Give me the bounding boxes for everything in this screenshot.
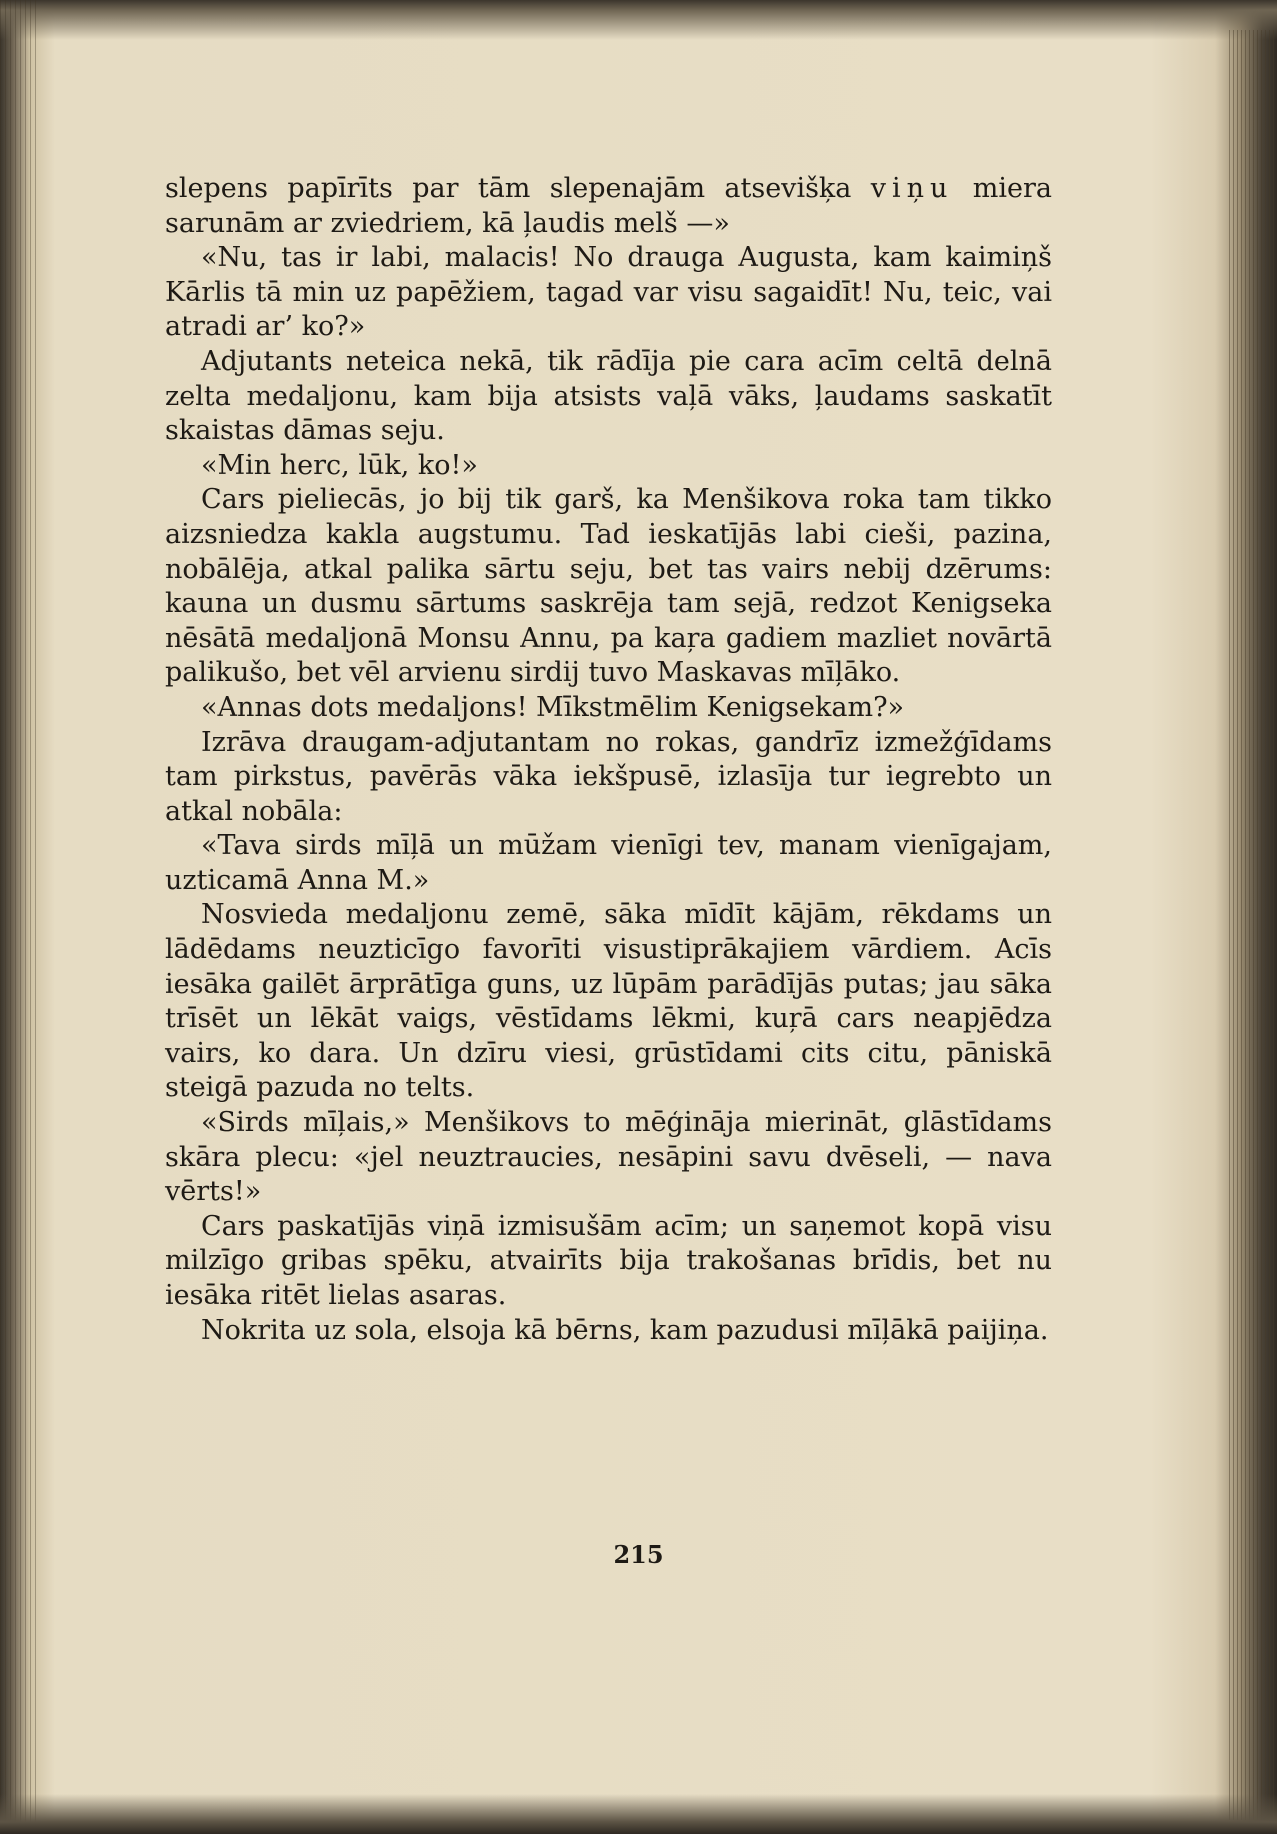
paragraph-9: Nosvieda medaljonu zemē, sāka mīdīt kājām, rēkdams un lādēdams neuzticīgo favorīti visustiprākajiem vārdiem. Acīs iesāka gailēt ārprātīga guns, uz lūpām parādījās putas; jau sāka trīsēt un lēkāt vaigs, vēstīdams lēkmi, kuŗā cars neapjēdza vairs, ko dara. Un dzīru viesi, grūstīdami cits citu, pāniskā steigā pazuda no telts. <box>165 899 1052 1104</box>
paragraph-1-end: miera sarunām ar zviedriem, kā ļaudis melš —» <box>165 173 1052 239</box>
paragraph-4: «Min herc, lūk, ko!» <box>201 449 478 481</box>
paragraph-1-start: slepens papīrīts par tām slepenajām atsevišķa <box>165 173 871 204</box>
paragraph-8: «Tava sirds mīļā un mūžam vienīgi tev, manam vienīgajam, uzticamā Anna M.» <box>165 830 1052 896</box>
paragraph-12: Nokrita uz sola, elsoja kā bērns, kam pazudusi mīļākā paijiņa. <box>201 1314 1049 1346</box>
paragraph-1-spaced-word: viņu <box>870 173 954 204</box>
page-number: 215 <box>613 1540 664 1569</box>
top-edge-shadow <box>0 0 1277 40</box>
paragraph-3: Adjutants neteica nekā, tik rādīja pie cara acīm celtā delnā zelta medaljonu, kam bija atsists vaļā vāks, ļaudams saskatīt skaistas dāmas seju. <box>165 345 1052 447</box>
paragraph-5: Cars pieliecās, jo bij tik garš, ka Menšikova roka tam tikko aizsniedza kakla augstumu. Tad ieskatījās labi cieši, pazina, nobālēja, atkal palika sārtu seju, bet tas vairs nebij dzērums: kauna un dusmu sārtums saskrēja tam sejā, redzot Kenigseka nēsātā medaljonā Monsu Annu, pa kaŗa gadiem mazliet novārtā palikušo, bet vēl arvienu sirdij tuvo Maskavas mīļāko. <box>165 484 1052 689</box>
paragraph-1 <box>165 172 1052 241</box>
paragraph-7: Izrāva draugam-adjutantam no rokas, gandrīz izmežģīdams tam pirkstus, pavērās vāka iekšpusē, izlasīja tur iegrebto un atkal nobāla: <box>165 726 1052 827</box>
paragraph-10: «Sirds mīļais,» Menšikovs to mēģināja mierināt, glāstīdams skāra plecu: «jel neuztraucies, nesāpini savu dvēseli, — nava vērts!» <box>165 1107 1052 1208</box>
paragraph-6: «Annas dots medaljons! Mīkstmēlim Kenigsekam?» <box>201 691 905 723</box>
paragraph-11: Cars paskatījās viņā izmisušām acīm; un saņemot kopā visu milzīgo gribas spēku, atvairīts bija trakošanas brīdis, bet nu iesāka ritēt lielas asaras. <box>165 1210 1052 1311</box>
bottom-edge-shadow <box>0 1794 1277 1834</box>
body-text <box>165 172 1052 1348</box>
paragraph-2: «Nu, tas ir labi, malacis! No drauga Augusta, kam kaimiņš Kārlis tā min uz papēžiem, tagad var visu sagaidīt! Nu, teic, vai atradi ar’ ko?» <box>165 242 1052 343</box>
